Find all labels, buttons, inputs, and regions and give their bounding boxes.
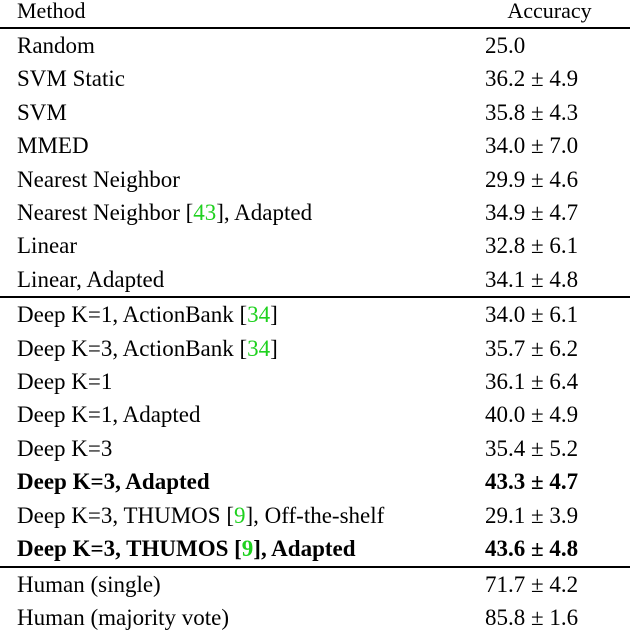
method-cell: SVM — [17, 99, 67, 125]
method-cell: Linear, Adapted — [17, 266, 165, 292]
table-row — [0, 163, 630, 196]
method-cell: Human (single) — [0, 567, 469, 601]
citation-link[interactable]: 43 — [193, 200, 217, 226]
citation-link[interactable]: 34 — [247, 302, 271, 328]
accuracy-cell: 71.7 ± 4.2 — [469, 567, 630, 601]
method-cell: Deep K=1 — [17, 369, 113, 395]
method-cell: Deep K=3, Adapted — [17, 469, 210, 495]
table-row — [0, 28, 630, 62]
table-row — [0, 601, 630, 634]
method-cell: Nearest Neighbor — [17, 166, 180, 192]
method-cell: Nearest Neighbor [43], Adapted — [17, 200, 313, 226]
table-row — [0, 62, 630, 95]
method-header: Method — [17, 0, 86, 23]
accuracy-cell: 36.2 ± 4.9 — [485, 66, 579, 92]
accuracy-cell: 35.7 ± 6.2 — [485, 335, 579, 361]
table-row — [0, 229, 630, 262]
method-cell: Deep K=3, THUMOS [9], Adapted — [17, 536, 356, 562]
citation-link[interactable]: 9 — [233, 502, 246, 528]
table-row — [0, 432, 630, 465]
table-row — [0, 365, 630, 398]
table-row — [0, 196, 630, 229]
accuracy-cell: 34.9 ± 4.7 — [485, 200, 579, 226]
table-row — [0, 96, 630, 129]
table-row-highlighted — [0, 465, 630, 498]
table-row — [0, 499, 630, 532]
method-cell: Deep K=3, THUMOS [9], Off-the-shelf — [17, 502, 385, 528]
method-cell: Deep K=3, ActionBank [34] — [17, 335, 278, 361]
citation-link[interactable]: 34 — [247, 335, 271, 361]
method-cell: Deep K=3 — [17, 435, 113, 461]
accuracy-cell: 40.0 ± 4.9 — [485, 402, 579, 428]
accuracy-header: Accuracy — [507, 0, 592, 23]
citation-link[interactable]: 9 — [241, 536, 254, 562]
header-row — [0, 0, 630, 28]
accuracy-cell: 25.0 — [469, 28, 630, 62]
method-cell: Random — [0, 28, 469, 62]
table-row — [0, 332, 630, 365]
accuracy-cell: 29.1 ± 3.9 — [485, 502, 579, 528]
accuracy-cell: 32.8 ± 6.1 — [485, 233, 579, 259]
method-cell: Deep K=1, Adapted — [17, 402, 201, 428]
method-cell: Linear — [17, 233, 78, 259]
accuracy-cell: 43.6 ± 4.8 — [485, 536, 579, 562]
accuracy-cell: 35.4 ± 5.2 — [485, 435, 579, 461]
accuracy-cell: 29.9 ± 4.6 — [485, 166, 579, 192]
table-row — [0, 297, 630, 331]
accuracy-cell: 34.0 ± 6.1 — [469, 297, 630, 331]
method-cell: Deep K=1, ActionBank [34] — [0, 297, 469, 331]
accuracy-cell: 43.3 ± 4.7 — [485, 469, 579, 495]
method-cell: SVM Static — [17, 66, 125, 92]
method-cell: MMED — [17, 133, 89, 159]
table-row — [0, 129, 630, 162]
accuracy-cell: 34.1 ± 4.8 — [485, 266, 579, 292]
table-row — [0, 567, 630, 601]
accuracy-cell: 35.8 ± 4.3 — [485, 99, 579, 125]
accuracy-cell: 85.8 ± 1.6 — [485, 604, 579, 630]
accuracy-cell: 34.0 ± 7.0 — [485, 133, 579, 159]
table-row — [0, 263, 630, 297]
table-row — [0, 398, 630, 431]
method-cell: Human (majority vote) — [17, 604, 230, 630]
accuracy-cell: 36.1 ± 6.4 — [485, 369, 579, 395]
table-row-highlighted — [0, 532, 630, 566]
